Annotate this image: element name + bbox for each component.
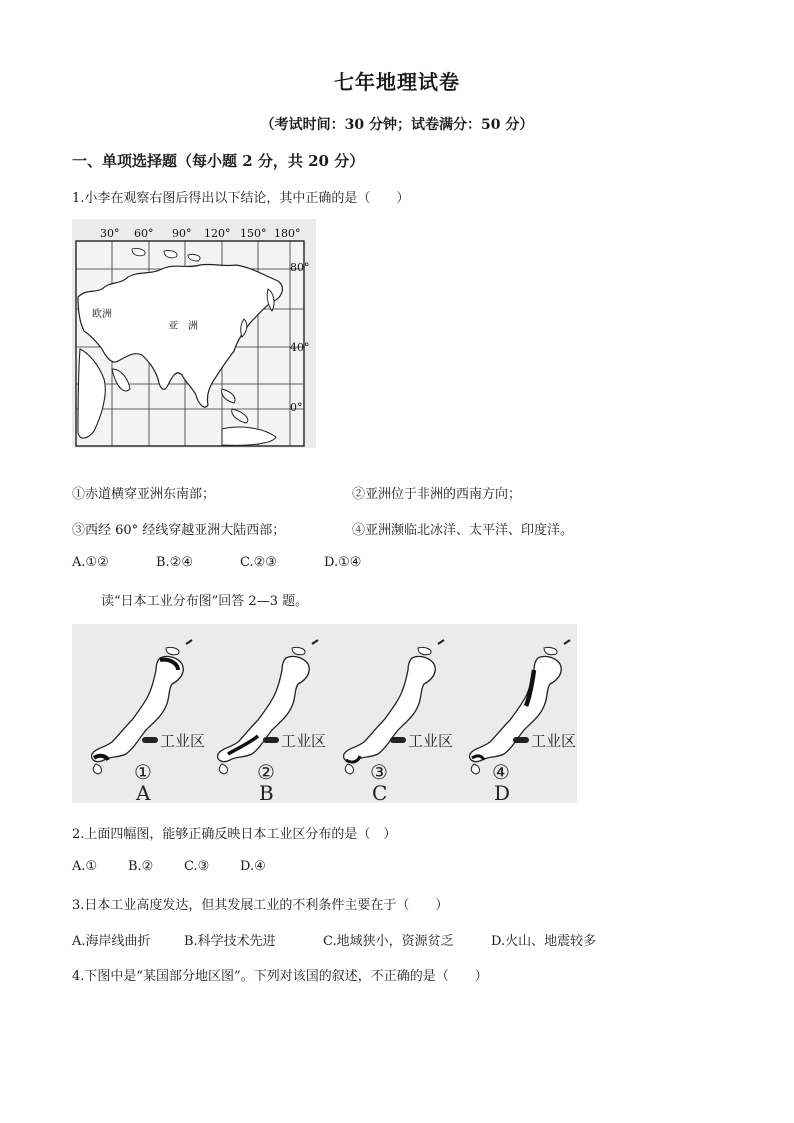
lon-label: 90°	[172, 227, 192, 240]
option-d[interactable]: D.火山、地震较多	[491, 934, 597, 949]
legend-label: 工业区	[281, 732, 327, 750]
question-4-stem: 4.下图中是“某国部分地区图”。下列对该国的叙述，不正确的是（ ）	[72, 969, 488, 984]
region-label-europe: 欧洲	[92, 309, 112, 320]
option-b[interactable]: B.科学技术先进	[184, 934, 276, 949]
statement-3: ③西经 60° 经线穿越亚洲大陆西部；	[72, 523, 286, 538]
question-3-options	[72, 930, 596, 949]
lon-label: 150°	[240, 227, 267, 240]
lon-label: 30°	[100, 227, 120, 240]
panel-number: ①	[134, 760, 152, 784]
japan-panel-1	[92, 640, 192, 774]
section-heading: 一、单项选择题（每小题 2 分，共 20 分）	[72, 152, 365, 170]
lon-label: 180°	[274, 227, 301, 240]
option-c[interactable]: C.③	[184, 859, 210, 874]
legend-label: 工业区	[160, 732, 206, 750]
lon-label: 60°	[134, 227, 154, 240]
question-2-stem: 2.上面四幅图，能够正确反映日本工业区分布的是（ ）	[72, 827, 397, 842]
question-1-options	[72, 555, 361, 570]
option-b[interactable]: B.②④	[156, 555, 193, 570]
panel-letter: C	[372, 781, 388, 803]
asia-map-figure	[72, 219, 316, 448]
panel-letter: B	[259, 781, 274, 803]
option-d[interactable]: D.①④	[324, 555, 362, 570]
panel-number: ②	[257, 760, 275, 784]
option-c[interactable]: C.地域狭小，资源贫乏	[323, 934, 454, 949]
question-3-stem: 3.日本工业高度发达，但其发展工业的不利条件主要在于（ ）	[72, 898, 449, 913]
japan-panel-2	[218, 640, 318, 774]
japan-panel-3	[344, 640, 444, 774]
statement-4: ④亚洲濒临北冰洋、太平洋、印度洋。	[352, 523, 574, 538]
option-c[interactable]: C.②③	[240, 555, 277, 570]
japan-panel-4	[470, 640, 570, 774]
option-b[interactable]: B.②	[128, 859, 154, 874]
option-a[interactable]: A.①②	[72, 555, 109, 570]
statement-2: ②亚洲位于非洲的西南方向；	[352, 487, 522, 502]
option-d[interactable]: D.④	[240, 859, 266, 874]
lat-label: 0°	[290, 401, 303, 414]
panel-letter: D	[494, 781, 511, 803]
lat-label: 80°	[290, 261, 310, 274]
option-a[interactable]: A.海岸线曲折	[72, 934, 151, 949]
legend-label: 工业区	[531, 732, 577, 750]
panel-number: ④	[492, 760, 510, 784]
lead-in-text: 读“日本工业分布图”回答 2—3 题。	[101, 594, 309, 609]
question-2-options	[72, 859, 266, 874]
region-label-asia: 亚 洲	[168, 321, 198, 332]
panel-number: ③	[370, 760, 388, 784]
question-1-stem: 1.小李在观察右图后得出以下结论，其中正确的是（ ）	[72, 191, 410, 206]
legend-label: 工业区	[408, 732, 454, 750]
option-a[interactable]: A.①	[72, 859, 98, 874]
page-title: 七年地理试卷	[334, 70, 460, 94]
lon-label: 120°	[204, 227, 231, 240]
exam-info: （考试时间：30 分钟；试卷满分：50 分）	[260, 117, 534, 133]
panel-letter: A	[136, 781, 151, 803]
japan-industry-figure	[72, 624, 577, 803]
statement-1: ①赤道横穿亚洲东南部；	[72, 487, 216, 502]
lat-label: 40°	[290, 341, 310, 354]
